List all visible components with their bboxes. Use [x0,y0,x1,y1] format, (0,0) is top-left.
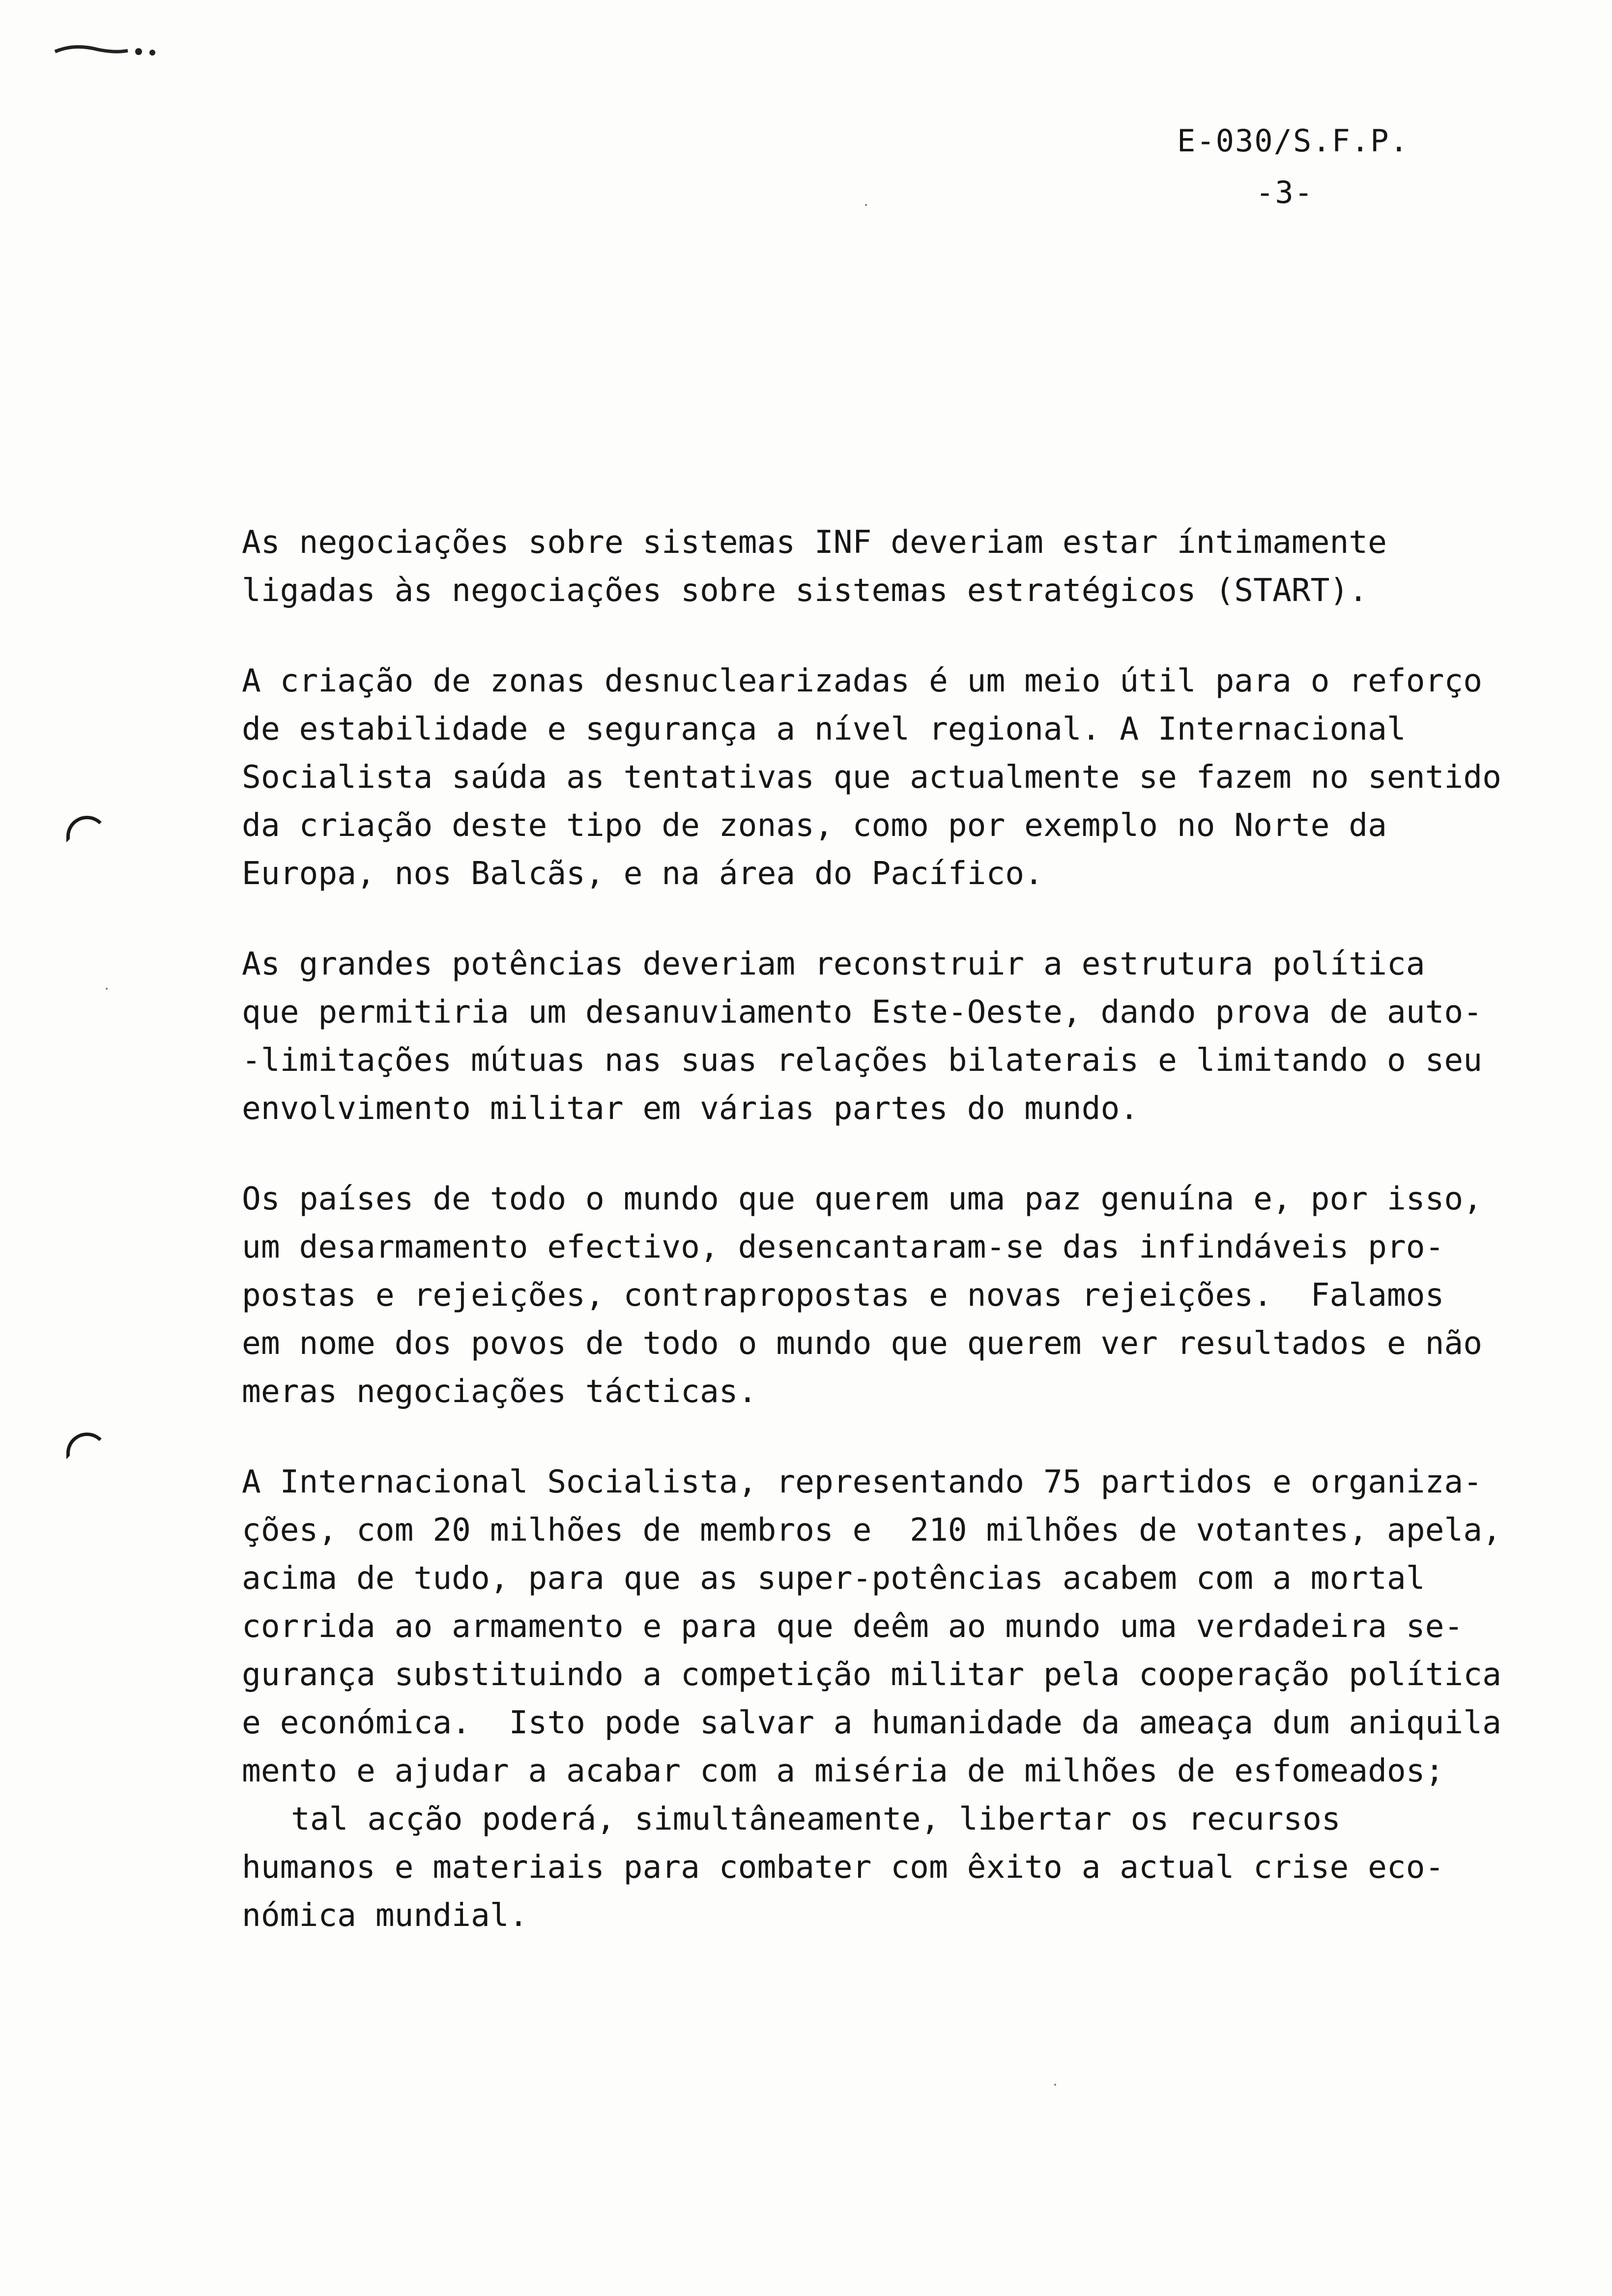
text-line: tal acção poderá, simultâneamente, libertar os recursos [291,1801,1341,1837]
text-line: acima de tudo, para que as super-potências acabem com a mortal [242,1560,1425,1597]
paragraph [242,657,1569,898]
text-line: mento e ajudar a acabar com a miséria de milhões de esfomeados; [242,1752,1444,1789]
text-line: meras negociações tácticas. [242,1373,757,1410]
text-line: da criação deste tipo de zonas, como por exemplo no Norte da [242,807,1387,844]
paragraph [242,1458,1569,1940]
paragraph [242,1175,1569,1416]
document-reference: E-030/S.F.P. [1177,123,1409,159]
text-line: nómica mundial. [242,1897,528,1934]
text-line: que permitiria um desanuviamento Este-Oeste, dando prova de auto- [242,994,1483,1031]
text-line: Os países de todo o mundo que querem uma paz genuína e, por isso, [242,1180,1483,1217]
ink-scribble-mark [54,42,157,57]
margin-mark [66,816,108,842]
text-line: A criação de zonas desnuclearizadas é um meio útil para o reforço [242,662,1483,699]
text-line: Socialista saúda as tentativas que actualmente se fazem no sentido [242,759,1501,796]
paper-speck [865,204,867,206]
paper-speck [106,988,108,990]
paper-speck [1054,2084,1056,2086]
text-line: A Internacional Socialista, representando 75 partidos e organiza- [242,1464,1483,1500]
text-line: ções, com 20 milhões de membros e 210 milhões de votantes, apela, [242,1512,1501,1549]
text-line: corrida ao armamento e para que deêm ao mundo uma verdadeira se- [242,1608,1464,1645]
text-line: As negociações sobre sistemas INF deveriam estar íntimamente [242,524,1387,561]
paragraph [242,940,1569,1133]
text-line: humanos e materiais para combater com êxito a actual crise eco- [242,1849,1444,1886]
text-line: envolvimento militar em várias partes do mundo. [242,1090,1139,1127]
page-number: -3- [1256,174,1314,210]
text-line: e económica. Isto pode salvar a humanidade da ameaça dum aniquila [242,1704,1501,1741]
text-line: -limitações mútuas nas suas relações bilaterais e limitando o seu [242,1042,1483,1079]
paragraph [242,518,1569,615]
text-line: Europa, nos Balcãs, e na área do Pacífico. [242,855,1043,892]
margin-mark [66,1433,108,1459]
text-line: gurança substituindo a competição militar pela cooperação política [242,1656,1501,1693]
text-line: de estabilidade e segurança a nível regional. A Internacional [242,711,1406,747]
text-line: postas e rejeições, contrapropostas e novas rejeições. Falamos [242,1277,1444,1314]
text-line: As grandes potências deveriam reconstruir a estrutura política [242,946,1425,982]
text-line: em nome dos povos de todo o mundo que querem ver resultados e não [242,1325,1483,1362]
body-text [242,518,1569,1982]
text-line: um desarmamento efectivo, desencantaram-se das infindáveis pro- [242,1229,1444,1265]
text-line: ligadas às negociações sobre sistemas estratégicos (START). [242,572,1368,609]
